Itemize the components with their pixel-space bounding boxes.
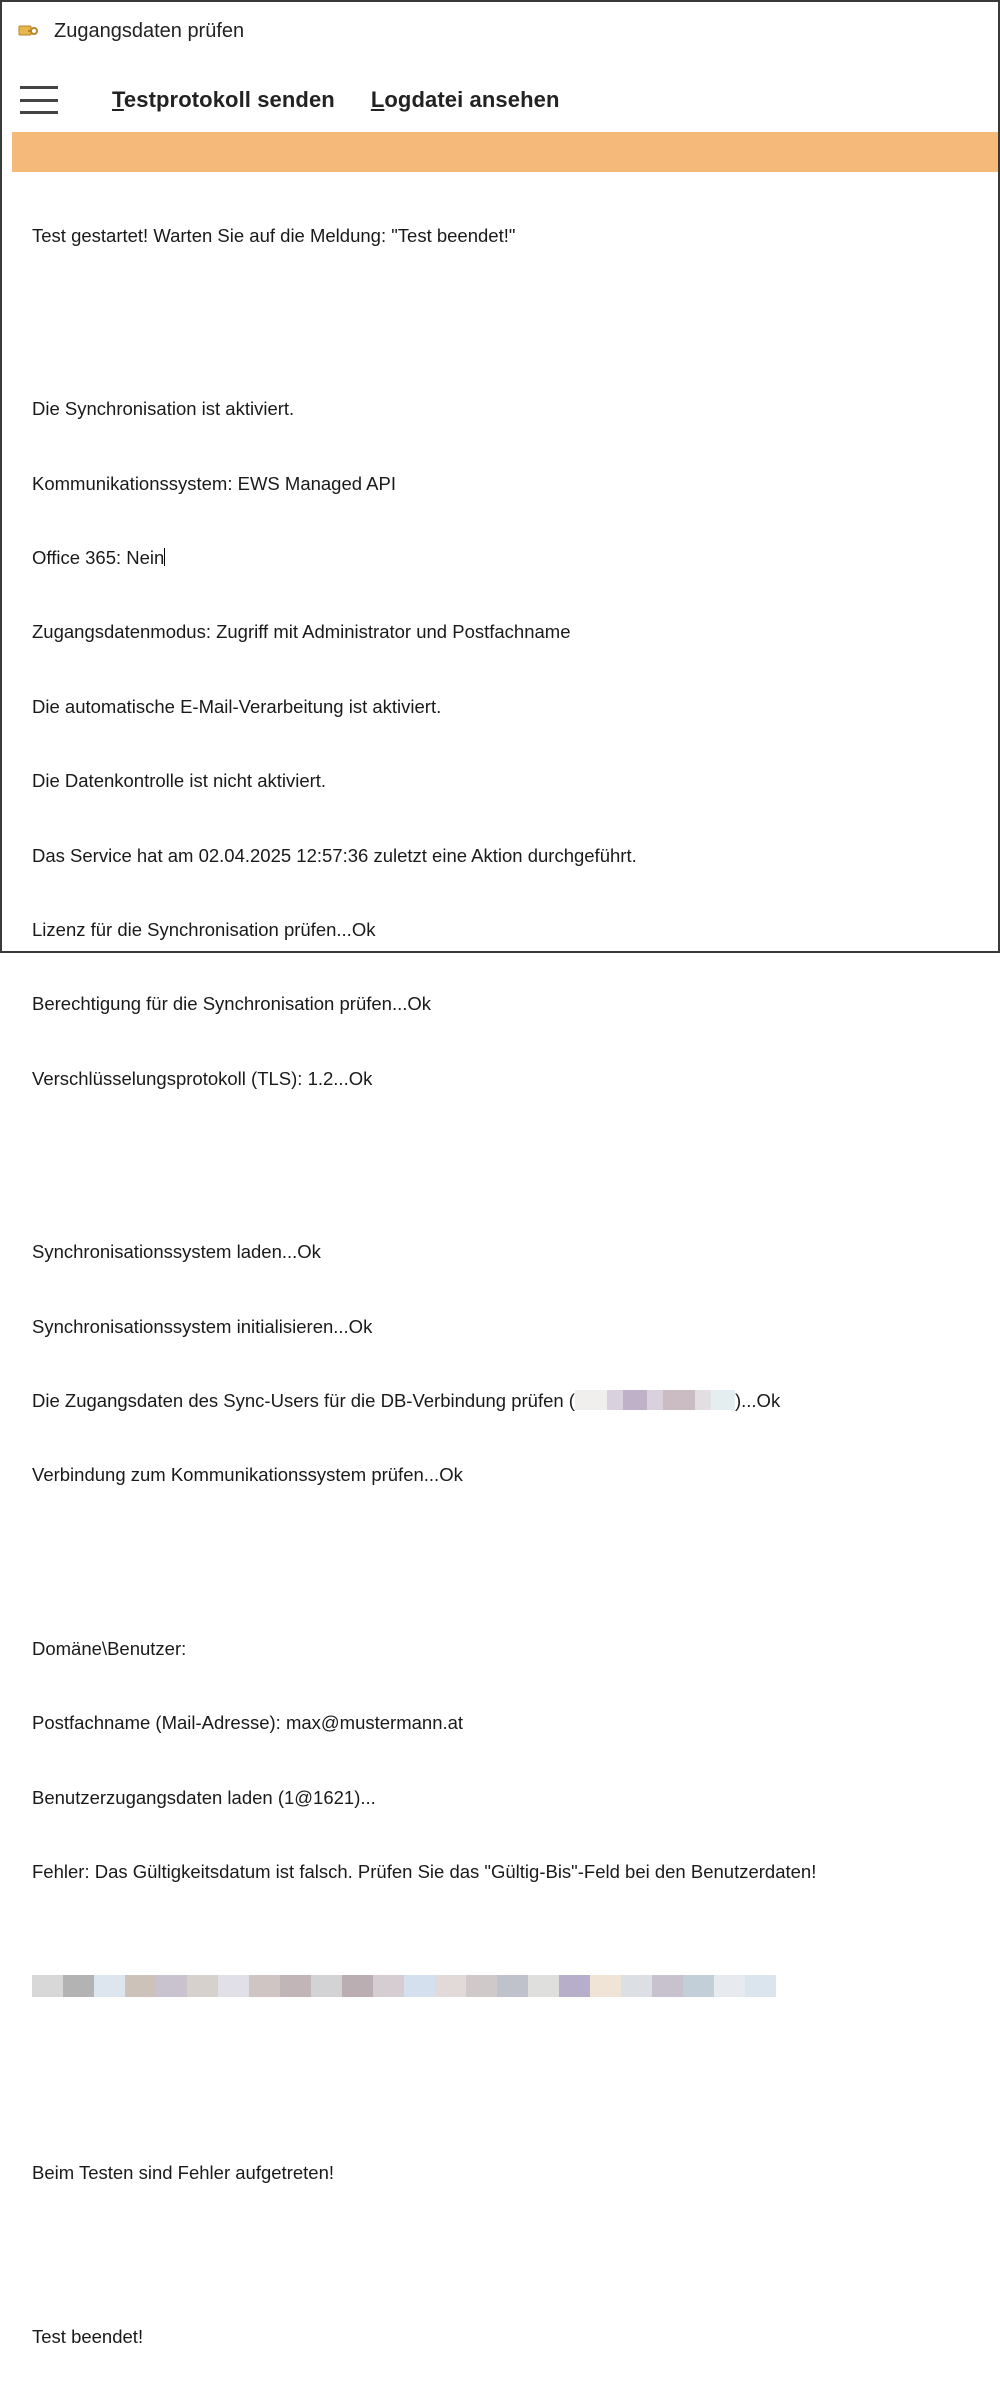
redacted-log-line	[32, 1975, 972, 1997]
log-line: Die Synchronisation ist aktiviert.	[32, 398, 295, 420]
log-line-office365	[32, 546, 972, 571]
log-line-text: Office 365: Nein	[32, 546, 165, 568]
view-logfile-label: ogdatei ansehen	[384, 87, 560, 112]
log-line-error: Fehler: Das Gültigkeitsdatum ist falsch. Prüfen Sie das "Gültig-Bis"-Feld bei den Benutzerdaten!	[32, 1861, 817, 1883]
log-line-finished: Test beendet!	[32, 2326, 144, 2348]
log-line: Benutzerzugangsdaten laden (1@1621)...	[32, 1786, 376, 1808]
view-logfile-button[interactable]	[371, 87, 560, 113]
log-line: Verbindung zum Kommunikationssystem prüfen...Ok	[32, 1464, 463, 1486]
db-check-suffix: )...Ok	[734, 1390, 781, 1412]
log-line-errors-occurred: Beim Testen sind Fehler aufgetreten!	[32, 2162, 334, 2184]
log-line-started: Test gestartet! Warten Sie auf die Meldung: "Test beendet!"	[32, 224, 516, 246]
text-cursor	[164, 548, 165, 566]
send-test-log-accelerator: T	[112, 87, 124, 112]
log-line: Verschlüsselungsprotokoll (TLS): 1.2...Ok	[32, 1067, 373, 1089]
log-line: Postfachname (Mail-Adresse): max@mustermann.at	[32, 1712, 464, 1734]
window-title: Zugangsdaten prüfen	[54, 19, 245, 42]
log-line: Die automatische E-Mail-Verarbeitung ist aktiviert.	[32, 695, 442, 717]
send-test-log-button[interactable]	[112, 87, 335, 113]
log-line: Kommunikationssystem: EWS Managed API	[32, 472, 396, 494]
view-logfile-accelerator: L	[370, 87, 385, 112]
db-check-prefix: Die Zugangsdaten des Sync-Users für die DB-Verbindung prüfen (	[32, 1390, 575, 1412]
log-line: Die Datenkontrolle ist nicht aktiviert.	[32, 770, 327, 792]
log-line: Zugangsdatenmodus: Zugriff mit Administrator und Postfachname	[32, 621, 571, 643]
redacted-db-name	[575, 1390, 735, 1410]
test-log-output[interactable]	[32, 174, 972, 2400]
toolbar	[2, 72, 998, 128]
log-line: Synchronisationssystem laden...Ok	[32, 1241, 321, 1263]
title-bar	[2, 2, 998, 60]
status-bar	[12, 132, 998, 172]
log-line: Berechtigung für die Synchronisation prüfen...Ok	[32, 993, 432, 1015]
folder-key-icon	[18, 23, 42, 39]
log-line: Synchronisationssystem initialisieren...Ok	[32, 1315, 373, 1337]
log-line: Das Service hat am 02.04.2025 12:57:36 zuletzt eine Aktion durchgeführt.	[32, 844, 637, 866]
log-line-db-check	[32, 1389, 972, 1414]
hamburger-menu-icon[interactable]	[20, 86, 60, 114]
log-line: Lizenz für die Synchronisation prüfen...Ok	[32, 918, 376, 940]
send-test-log-label: estprotokoll senden	[123, 87, 335, 112]
log-line: Domäne\Benutzer:	[32, 1638, 187, 1660]
